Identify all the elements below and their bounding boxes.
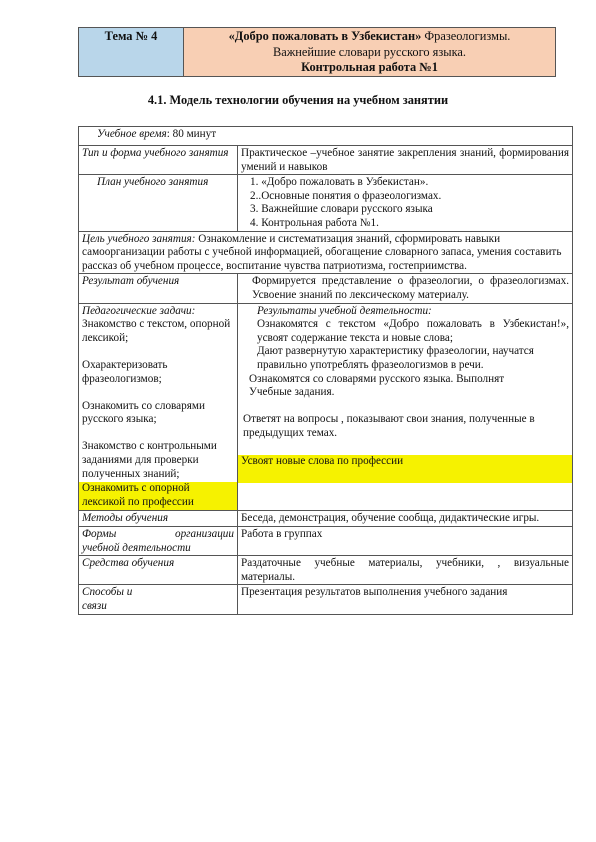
result-value: Формируется представление о фразеологии, о фразеологизмах. Усвоение знаний по лексическому материалу. xyxy=(238,274,573,303)
forms-label-part: организации xyxy=(174,528,234,541)
ways-value: Презентация результатов выполнения учебного задания xyxy=(238,585,573,614)
activity-column xyxy=(238,303,573,511)
plan-item: 3. Важнейшие словари русского языка xyxy=(250,203,433,216)
activity-item: Дают развернутую характеристику фразеологии, научатся правильно употреблять фразеологизмов в речи. xyxy=(257,345,534,371)
forms-label xyxy=(79,527,238,556)
activity-item-highlighted: Усвоят новые слова по профессии xyxy=(238,455,572,483)
table-row-methods xyxy=(79,511,573,527)
plan-items xyxy=(238,175,573,231)
plan-item: 4. Контрольная работа №1. xyxy=(250,216,379,229)
task-item: Знакомство с контрольными заданиями для проверки полученных знаний; xyxy=(82,440,217,480)
lesson-model-table xyxy=(78,126,573,615)
tasks-column xyxy=(79,303,238,511)
result-label: Результат обучения xyxy=(79,274,238,303)
task-item: Знакомство с текстом, опорной лексикой; xyxy=(82,318,231,344)
topic-title-cell xyxy=(184,28,556,77)
table-row-result xyxy=(79,274,573,303)
task-item: Ознакомить со словарями русского языка; xyxy=(82,399,205,426)
tasks-label: Педагогические задачи: xyxy=(82,304,196,317)
means-label: Средства обучения xyxy=(79,556,238,585)
activity-item: Ознакомятся с текстом «Добро пожаловать в Узбекистан!», усвоят содержание текста и новые слова; xyxy=(257,318,569,344)
table-row-time xyxy=(79,127,573,146)
table-row-ways xyxy=(79,585,573,614)
topic-test-title: Контрольная работа №1 xyxy=(301,60,438,74)
topic-title-rest: Фразеологизмы. xyxy=(421,29,511,43)
forms-label-part: Формы xyxy=(82,528,117,541)
ways-label xyxy=(79,585,238,614)
topic-subtitle: Важнейшие словари русского языка. xyxy=(272,44,467,59)
topic-number: Тема № 4 xyxy=(104,29,158,43)
topic-title-bold: «Добро пожаловать в Узбекистан» xyxy=(228,29,422,43)
task-item-highlighted: Ознакомить с опорной лексикой по профессии xyxy=(79,482,237,510)
plan-item: 2..Основные понятия о фразеологизмах. xyxy=(250,189,442,202)
table-row-plan xyxy=(79,175,573,231)
methods-label: Методы обучения xyxy=(79,511,238,527)
forms-value: Работа в группах xyxy=(238,527,573,556)
table-row-type xyxy=(79,146,573,175)
time-value: : 80 минут xyxy=(166,128,217,140)
table-row-goal xyxy=(79,231,573,274)
table-row-tasks xyxy=(79,303,573,511)
forms-label-part: учебной деятельности xyxy=(82,541,191,554)
activity-item: Учебные задания. xyxy=(249,386,335,399)
task-item: Охарактеризовать фразеологизмов; xyxy=(82,358,168,385)
plan-label: План учебного занятия xyxy=(79,175,238,231)
plan-item: 1. «Добро пожаловать в Узбекистан». xyxy=(250,176,429,189)
topic-header-table xyxy=(78,27,556,77)
goal-value: Ознакомление и систематизация знаний, сформировать навыки самоорганизации работы с учебной информацией, обогащение словарного запаса, умения составить рассказ об учебном процессе, воспитание чувства патриотизма, гостеприимства. xyxy=(82,232,562,272)
table-row-means xyxy=(79,556,573,585)
means-value: Раздаточные учебные материалы, учебники, , визуальные материалы. xyxy=(238,556,573,585)
activity-label: Результаты учебной деятельности: xyxy=(257,304,432,317)
goal-label: Цель учебного занятия: xyxy=(82,232,196,245)
type-value: Практическое –учебное занятие закрепления знаний, формирования умений и навыков xyxy=(238,146,573,175)
type-label: Тип и форма учебного занятия xyxy=(79,146,238,175)
time-label: Учебное время xyxy=(97,128,167,140)
ways-label-part: Способы и xyxy=(82,586,133,599)
table-row-forms xyxy=(79,527,573,556)
section-title: 4.1. Модель технологии обучения на учебном занятии xyxy=(147,93,449,107)
activity-item: Ознакомятся со словарями русского языка. Выполнят xyxy=(249,372,505,385)
activity-item: Ответят на вопросы , показывают свои знания, полученные в предыдущих темах. xyxy=(243,413,535,439)
topic-number-cell xyxy=(79,28,184,77)
methods-value: Беседа, демонстрация, обучение сообща, дидактические игры. xyxy=(238,511,573,527)
ways-label-part: связи xyxy=(82,600,107,612)
